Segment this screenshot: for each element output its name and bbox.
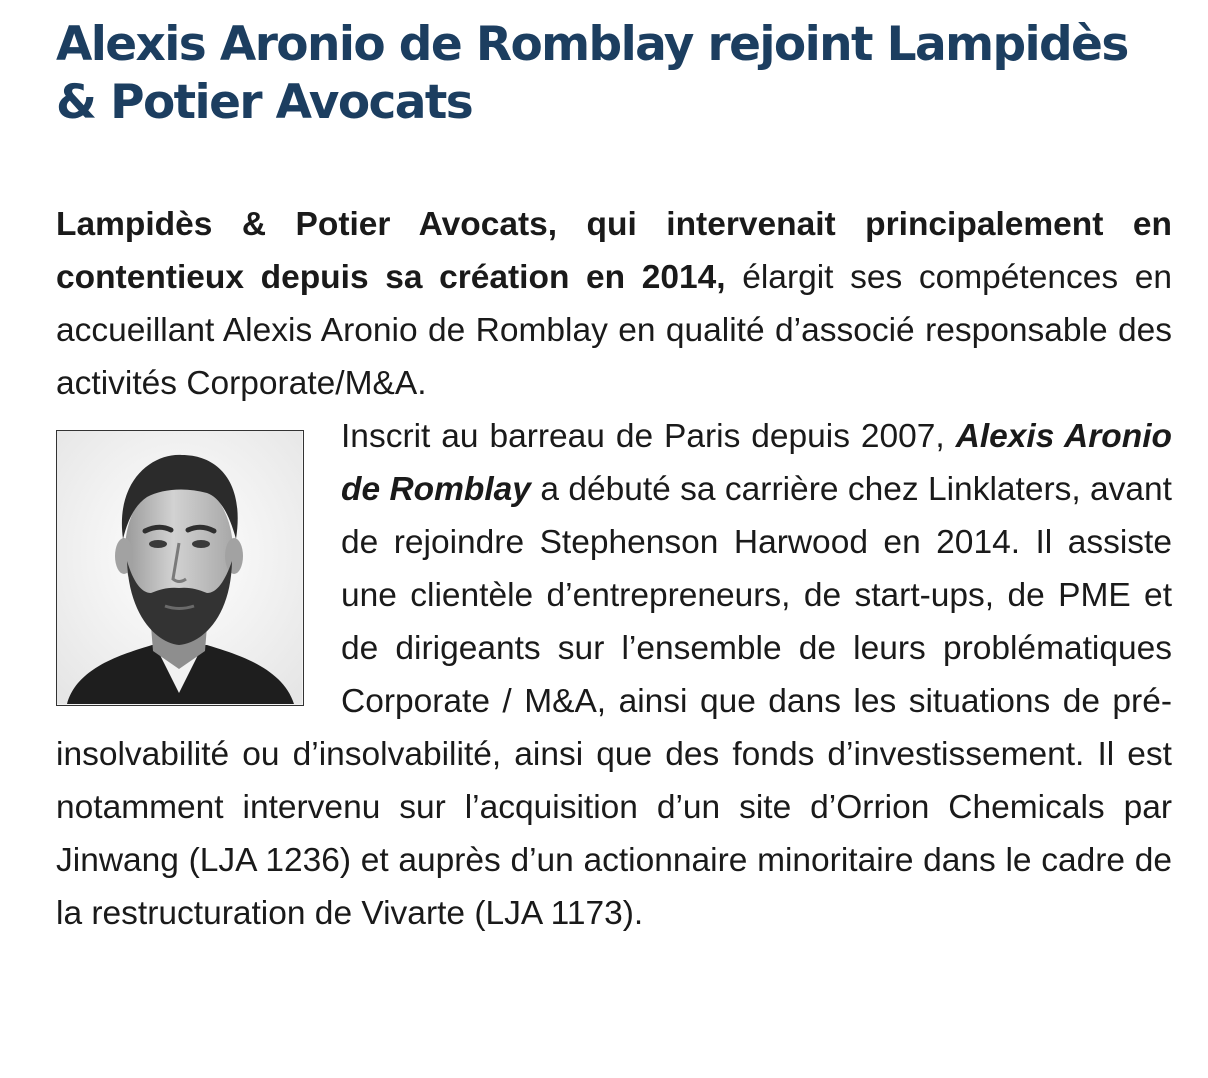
article-body — [56, 198, 1172, 940]
article — [56, 16, 1172, 940]
article-lead-continuation: élargit ses compétences en accueillant Alexis Aronio de Romblay en qualité d’associé responsable des activités Corporate/M&A. — [56, 259, 1173, 402]
article-paragraph-rest: a débuté sa carrière chez Linklaters, avant de rejoindre Stephenson Harwood en 2014. Il assiste une clientèle d’entrepreneurs, de start-ups, de PME et de dirigeants sur l’ensemble de leurs problématiques Corporate / M&A, ainsi que dans les situations de pré-insolvabilité ou d’insolvabilité, ainsi que des fonds d’investissement. Il est notamment intervenu sur l’acquisition d’un site d’Orrion Chemicals par Jinwang (LJA 1236) et auprès d’un actionnaire minoritaire dans le cadre de la restructuration de Vivarte (LJA 1173). — [56, 471, 1172, 932]
article-title: Alexis Aronio de Romblay rejoint Lampidès & Potier Avocats — [56, 17, 1128, 130]
article-lead: Lampidès & Potier Avocats, qui intervenait principalement en contentieux depuis sa création en 2014, — [56, 206, 1172, 296]
article-paragraph-start: Inscrit au barreau de Paris depuis 2007, — [341, 418, 956, 455]
portrait-photo — [56, 430, 304, 706]
portrait-image — [57, 431, 302, 704]
person-name: Alexis Aronio de Romblay — [341, 418, 1172, 508]
